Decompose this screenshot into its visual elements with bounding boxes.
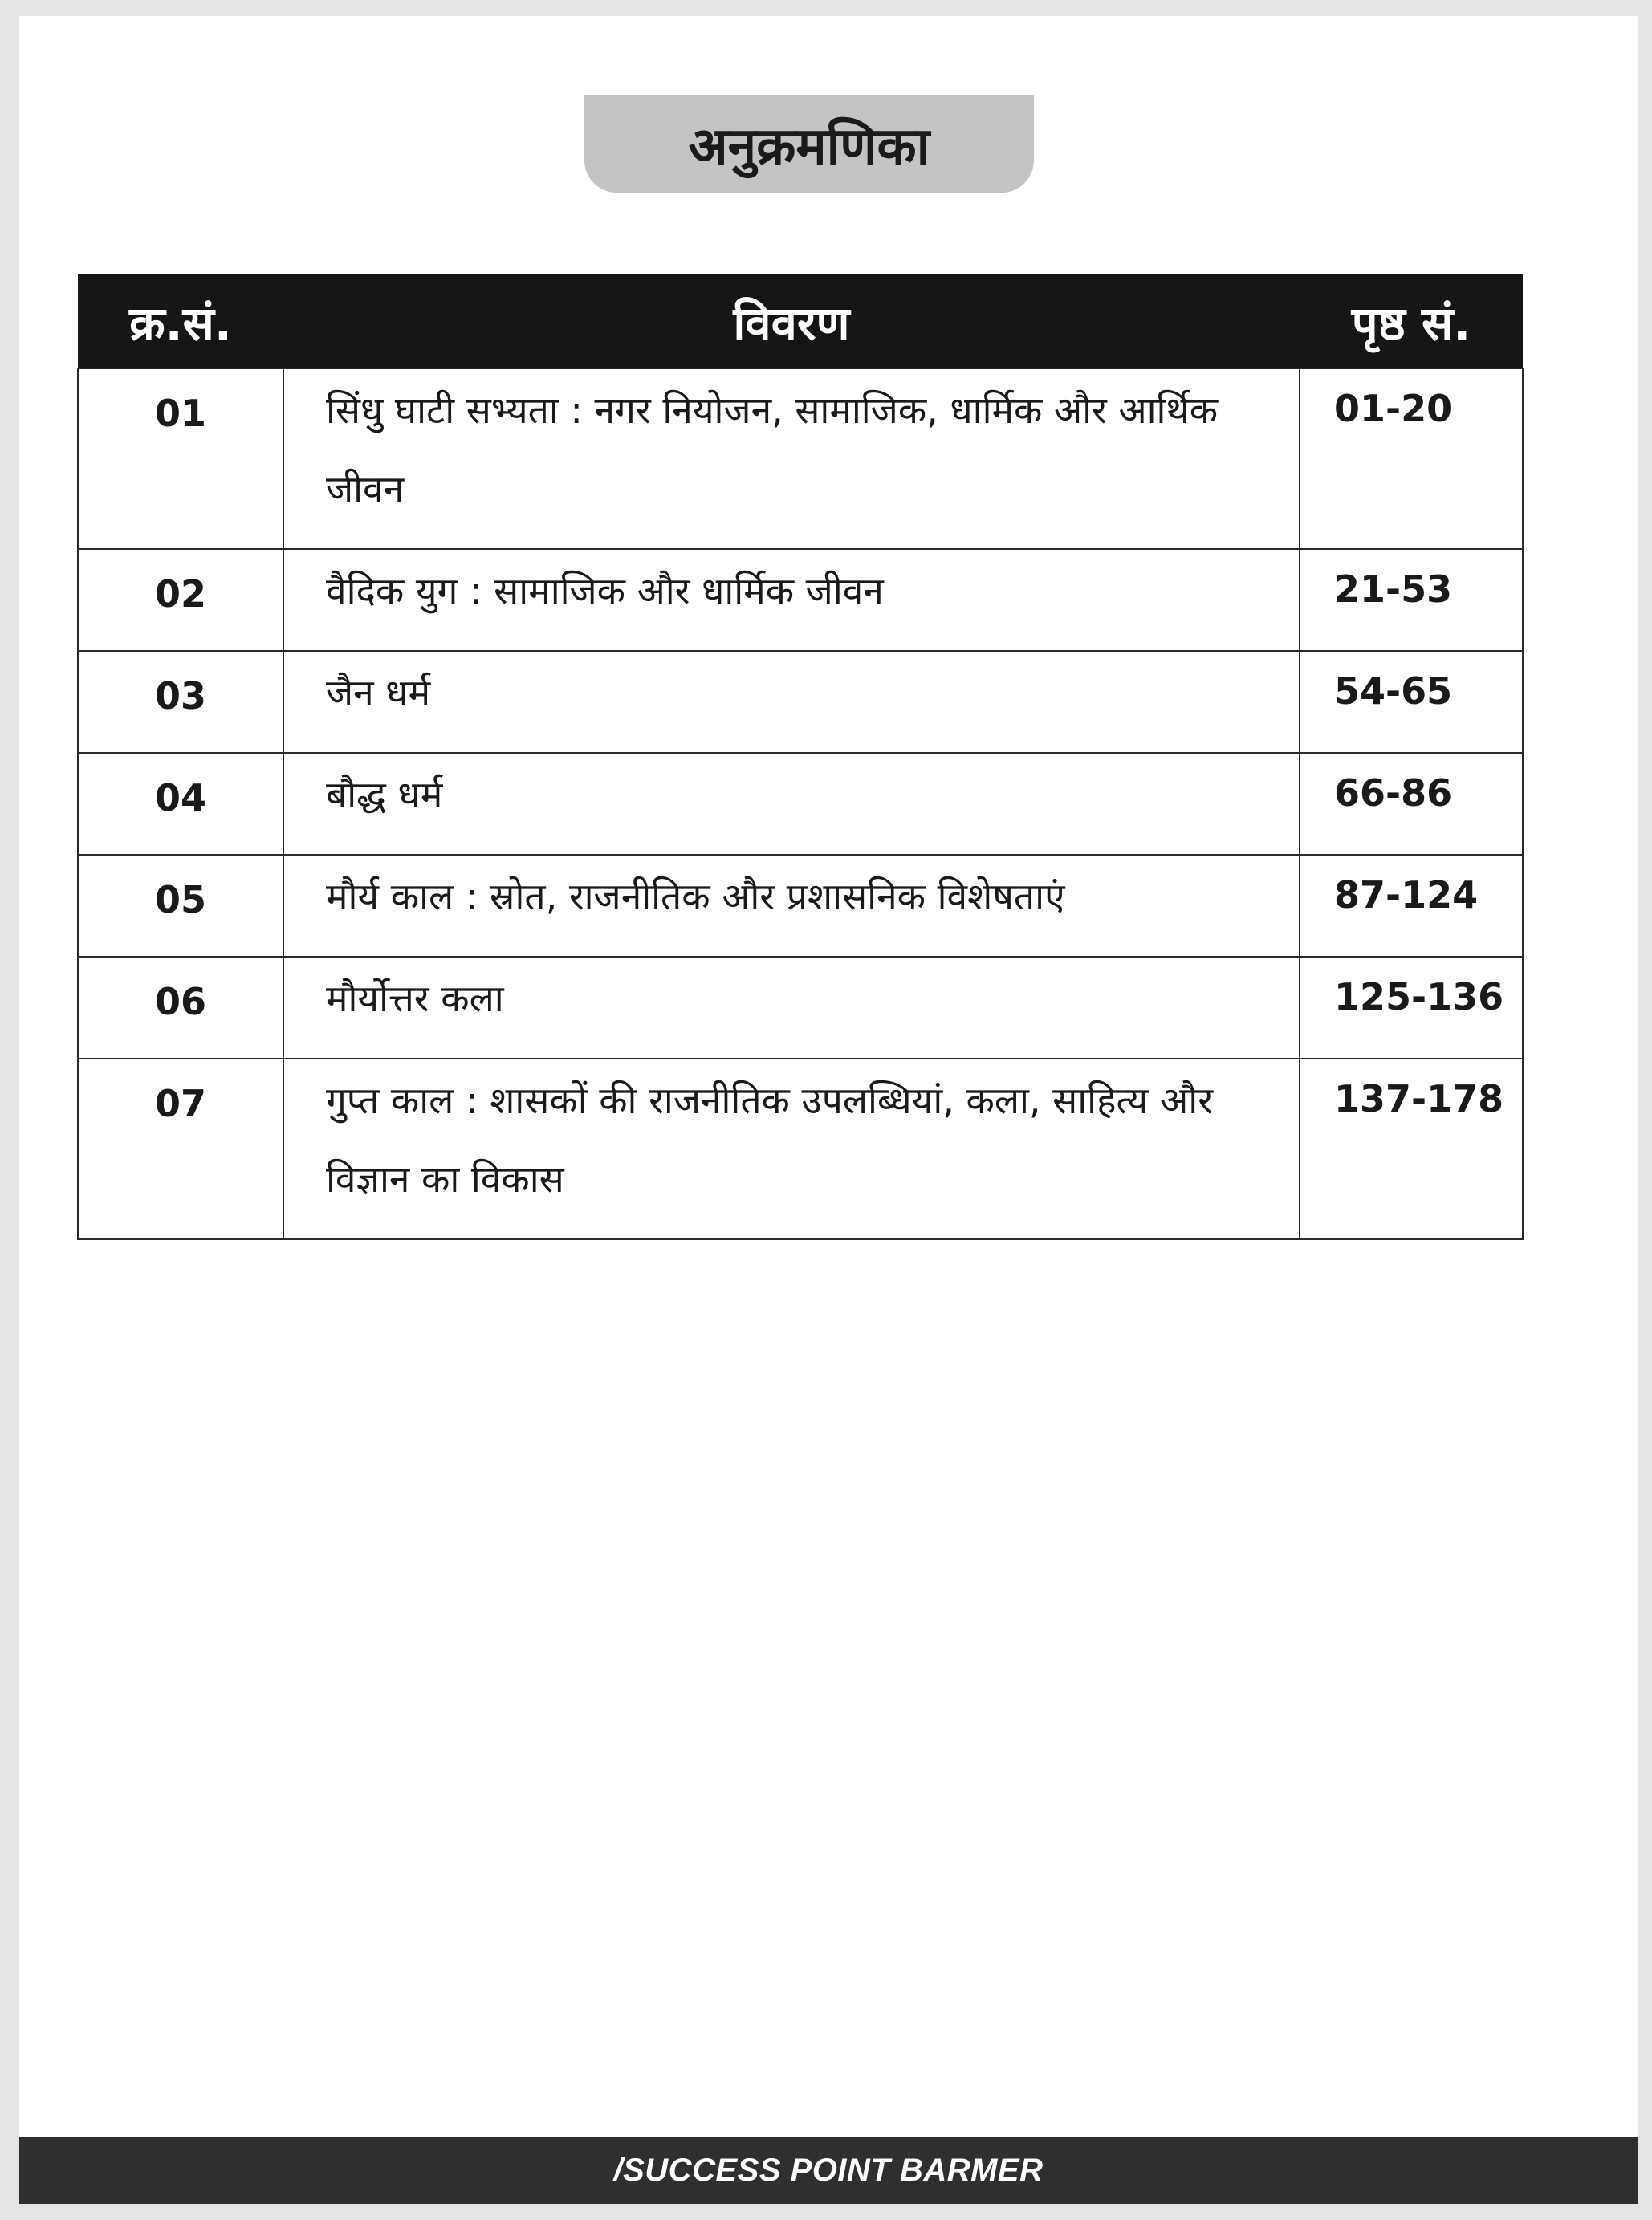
row-page-range: 125-136 xyxy=(1300,957,1523,1059)
row-description: जैन धर्म xyxy=(283,651,1300,753)
row-description: वैदिक युग : सामाजिक और धार्मिक जीवन xyxy=(283,549,1300,651)
footer-banner: /SUCCESS POINT BARMER xyxy=(19,2137,1638,2204)
row-description: मौर्य काल : स्रोत, राजनीतिक और प्रशासनिक विशेषताएं xyxy=(283,855,1300,957)
row-page-range: 01-20 xyxy=(1300,368,1523,549)
table-row xyxy=(78,368,1523,549)
row-serial-number: 03 xyxy=(78,651,283,753)
row-page-range: 66-86 xyxy=(1300,753,1523,855)
table-row xyxy=(78,549,1523,651)
contents-table xyxy=(77,274,1524,1240)
row-description: बौद्ध धर्म xyxy=(283,753,1300,855)
table-header-row xyxy=(78,274,1523,368)
row-serial-number: 01 xyxy=(78,368,283,549)
row-serial-number: 06 xyxy=(78,957,283,1059)
row-description: गुप्त काल : शासकों की राजनीतिक उपलब्धियां, कला, साहित्य और विज्ञान का विकास xyxy=(283,1059,1300,1239)
table-row xyxy=(78,753,1523,855)
row-page-range: 21-53 xyxy=(1300,549,1523,651)
row-description: सिंधु घाटी सभ्यता : नगर नियोजन, सामाजिक, धार्मिक और आर्थिक जीवन xyxy=(283,368,1300,549)
row-description: मौर्योत्तर कला xyxy=(283,957,1300,1059)
header-description: विवरण xyxy=(283,274,1300,368)
table-row xyxy=(78,855,1523,957)
row-page-range: 87-124 xyxy=(1300,855,1523,957)
row-page-range: 54-65 xyxy=(1300,651,1523,753)
table-row xyxy=(78,957,1523,1059)
row-serial-number: 05 xyxy=(78,855,283,957)
row-serial-number: 02 xyxy=(78,549,283,651)
table-row xyxy=(78,651,1523,753)
row-serial-number: 04 xyxy=(78,753,283,855)
header-serial-number: क्र.सं. xyxy=(78,274,283,368)
page-title: अनुक्रमणिका xyxy=(584,95,1034,193)
row-page-range: 137-178 xyxy=(1300,1059,1523,1239)
row-serial-number: 07 xyxy=(78,1059,283,1239)
header-page-number: पृष्ठ सं. xyxy=(1300,274,1523,368)
table-row xyxy=(78,1059,1523,1239)
